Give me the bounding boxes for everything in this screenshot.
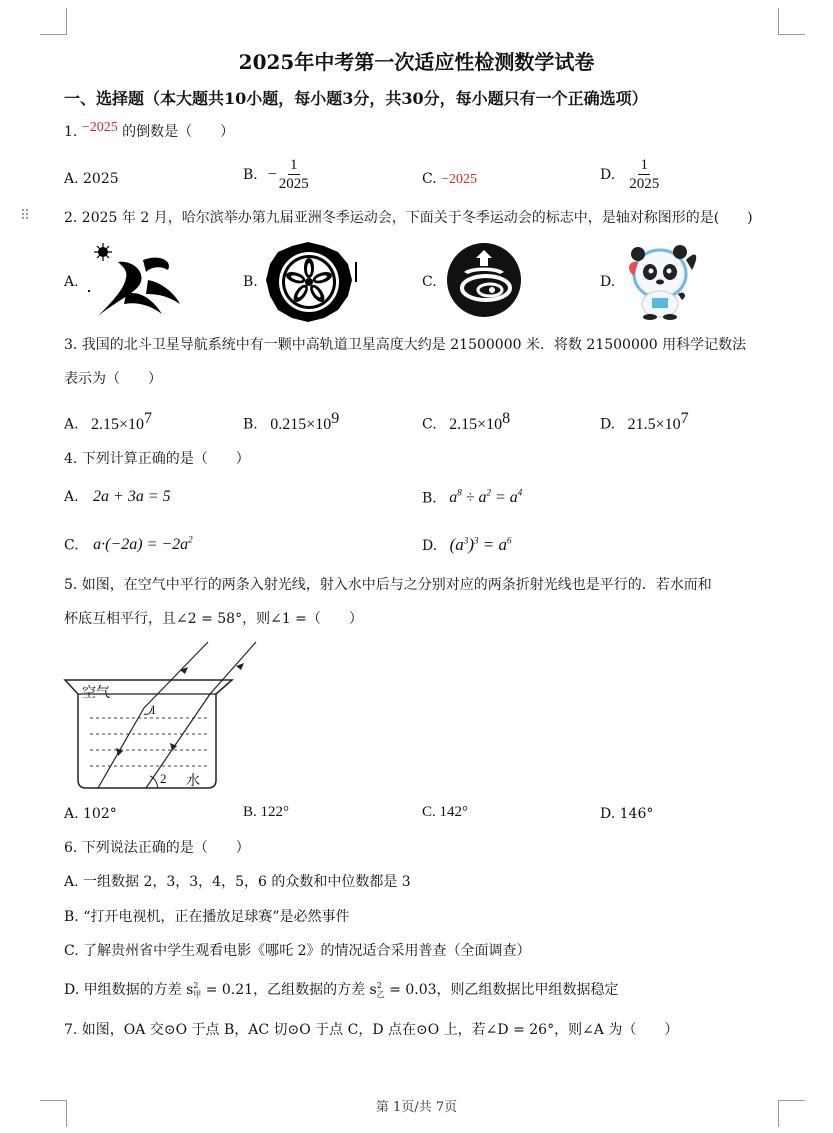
expr-part: ÷ a bbox=[461, 489, 487, 507]
q4-option-c bbox=[64, 535, 193, 554]
exponent: 9 bbox=[331, 410, 340, 427]
option-value: 0.215×10 bbox=[270, 415, 332, 433]
q2-option-b-label: B. bbox=[243, 274, 258, 290]
superscript: 2 bbox=[193, 981, 199, 990]
q5-option-d: D. 146° bbox=[600, 806, 654, 822]
q3-option-c bbox=[422, 410, 510, 434]
option-value: 21.5×10 bbox=[627, 415, 681, 433]
exponent: 8 bbox=[457, 488, 462, 498]
option-label: D. bbox=[600, 166, 616, 183]
option-value: −2025 bbox=[441, 172, 478, 187]
exponent: 6 bbox=[506, 535, 512, 546]
option-label: A. bbox=[64, 416, 79, 433]
option-label: D. bbox=[422, 538, 438, 554]
option-expression: 2a + 3a = 5 bbox=[93, 488, 171, 505]
figure-label-air: 空气 bbox=[82, 685, 110, 701]
option-expression bbox=[450, 535, 512, 554]
exponent: 7 bbox=[680, 410, 689, 427]
figure-label-angle-2: 2 bbox=[160, 771, 167, 786]
expr-part: = a bbox=[478, 535, 507, 554]
question-6-stem: 6. 下列说法正确的是（ ） bbox=[64, 840, 250, 856]
q5-option-a: A. 102° bbox=[64, 806, 117, 822]
q1-highlight-number: −2025 bbox=[81, 120, 118, 135]
expr-part: ) bbox=[468, 535, 474, 554]
exponent: 8 bbox=[502, 410, 511, 427]
exponent: 2 bbox=[486, 488, 491, 498]
q3-option-a bbox=[64, 410, 152, 434]
q4-option-d bbox=[422, 535, 511, 555]
exponent: 2 bbox=[188, 535, 193, 545]
question-7-stem: 7. 如图，OA 交⊙O 于点 B，AC 切⊙O 于点 C，D 点在⊙O 上，若∠D = 26°，则∠A 为（ ） bbox=[64, 1022, 679, 1038]
fraction-denominator: 2025 bbox=[629, 176, 660, 192]
question-3-stem-line1: 3. 我国的北斗卫星导航系统中有一颗中高轨道卫星高度大约是 21500000 米．将数 21500000 用科学记数法 bbox=[64, 337, 747, 353]
q5-option-b: B. 122° bbox=[243, 804, 290, 820]
subscript: 乙 bbox=[376, 990, 385, 999]
superscript: 2 bbox=[376, 981, 382, 990]
subscript: 甲 bbox=[193, 990, 202, 999]
flower-emblem-image bbox=[266, 240, 358, 324]
option-label: B. bbox=[243, 416, 258, 433]
q5-option-c: C. 142° bbox=[422, 804, 469, 820]
expr-part: = a bbox=[490, 489, 518, 507]
figure-label-angle-1: 1 bbox=[150, 702, 157, 717]
section-heading: 一、选择题（本大题共10小题，每小题3分，共30分，每小题只有一个正确选项） bbox=[64, 89, 648, 108]
temple-disc-logo-image bbox=[446, 242, 522, 318]
q4-option-a bbox=[64, 488, 171, 506]
option-label: A. bbox=[64, 489, 79, 505]
option-label: C. bbox=[64, 537, 79, 554]
q6-option-b: B. “打开电视机，正在播放足球赛”是必然事件 bbox=[64, 909, 350, 925]
q1-option-c bbox=[422, 171, 477, 188]
q2-option-c-label: C. bbox=[422, 274, 437, 290]
exponent: 4 bbox=[517, 488, 523, 498]
exponent: 3 bbox=[463, 535, 469, 546]
question-number: 1. bbox=[64, 124, 78, 140]
crop-mark-top-left bbox=[40, 8, 67, 35]
q6-option-a: A. 一组数据 2，3，3，4，5，6 的众数和中位数都是 3 bbox=[64, 874, 411, 890]
fraction-denominator: 2025 bbox=[278, 176, 309, 192]
figure-label-water: 水 bbox=[186, 773, 200, 789]
option-text: = 0.21，乙组数据的方差 s bbox=[201, 982, 377, 998]
fraction-numerator: 1 bbox=[290, 157, 298, 173]
expr-part: (a bbox=[449, 535, 464, 554]
q1-stem-text: 的倒数是（ ） bbox=[122, 124, 235, 140]
exponent: 3 bbox=[473, 535, 479, 546]
q4-option-b bbox=[422, 488, 522, 507]
q3-option-b bbox=[243, 410, 339, 434]
crop-mark-top-right bbox=[778, 8, 805, 35]
question-2-stem: 2. 2025 年 2 月，哈尔滨举办第九届亚洲冬季运动会，下面关于冬季运动会的标志中，是轴对称图形的是( ) bbox=[64, 210, 753, 226]
page-number-footer: 第 1页/共 7页 bbox=[375, 1100, 458, 1115]
q6-option-c: C. 了解贵州省中学生观看电影《哪吒 2》的情况适合采用普查（全面调查） bbox=[64, 943, 531, 959]
q1-option-b bbox=[243, 156, 311, 193]
option-label: B. bbox=[243, 166, 258, 183]
option-label: C. bbox=[422, 171, 437, 187]
panda-mascot-image bbox=[622, 240, 702, 320]
q6-option-d bbox=[64, 980, 619, 1000]
exponent: 7 bbox=[144, 410, 153, 427]
refraction-figure bbox=[60, 640, 260, 792]
option-label: B. bbox=[422, 490, 437, 507]
drag-handle-icon[interactable]: ⠿ bbox=[20, 208, 29, 224]
fraction-numerator: 1 bbox=[640, 157, 648, 173]
question-4-stem: 4. 下列计算正确的是（ ） bbox=[64, 451, 250, 467]
minus-sign: − bbox=[267, 165, 277, 183]
question-5-stem-line1: 5. 如图，在空气中平行的两条入射光线，射入水中后与之分别对应的两条折射光线也是平行的．若水而和 bbox=[64, 577, 712, 593]
question-5-stem-line2: 杯底互相平行，且∠2 = 58°，则∠1 =（ ） bbox=[64, 611, 363, 627]
option-expression bbox=[449, 489, 522, 506]
fraction bbox=[627, 156, 661, 193]
option-text: D. 甲组数据的方差 s bbox=[64, 982, 194, 998]
question-3-stem-line2: 表示为（ ） bbox=[64, 371, 162, 387]
q1-option-a: A. 2025 bbox=[64, 171, 119, 187]
option-value: 2.15×10 bbox=[449, 415, 503, 433]
option-label: D. bbox=[600, 416, 616, 433]
expr-part: a·(−2a) = −2a bbox=[93, 536, 189, 554]
q1-option-d bbox=[600, 156, 661, 193]
option-value: 2.15×10 bbox=[91, 415, 145, 433]
option-text: = 0.03，则乙组数据比甲组数据稳定 bbox=[384, 982, 619, 998]
page-title: 2025年中考第一次适应性检测数学试卷 bbox=[238, 50, 595, 74]
expr-part: a bbox=[449, 489, 458, 507]
q2-option-a-label: A. bbox=[64, 274, 79, 290]
option-label: C. bbox=[422, 416, 437, 433]
q2-option-d-label: D. bbox=[600, 274, 616, 290]
skater-logo-image bbox=[88, 242, 183, 322]
option-expression bbox=[93, 536, 193, 553]
fraction bbox=[277, 156, 311, 193]
question-1-stem bbox=[64, 122, 234, 143]
q3-option-d bbox=[600, 410, 689, 434]
